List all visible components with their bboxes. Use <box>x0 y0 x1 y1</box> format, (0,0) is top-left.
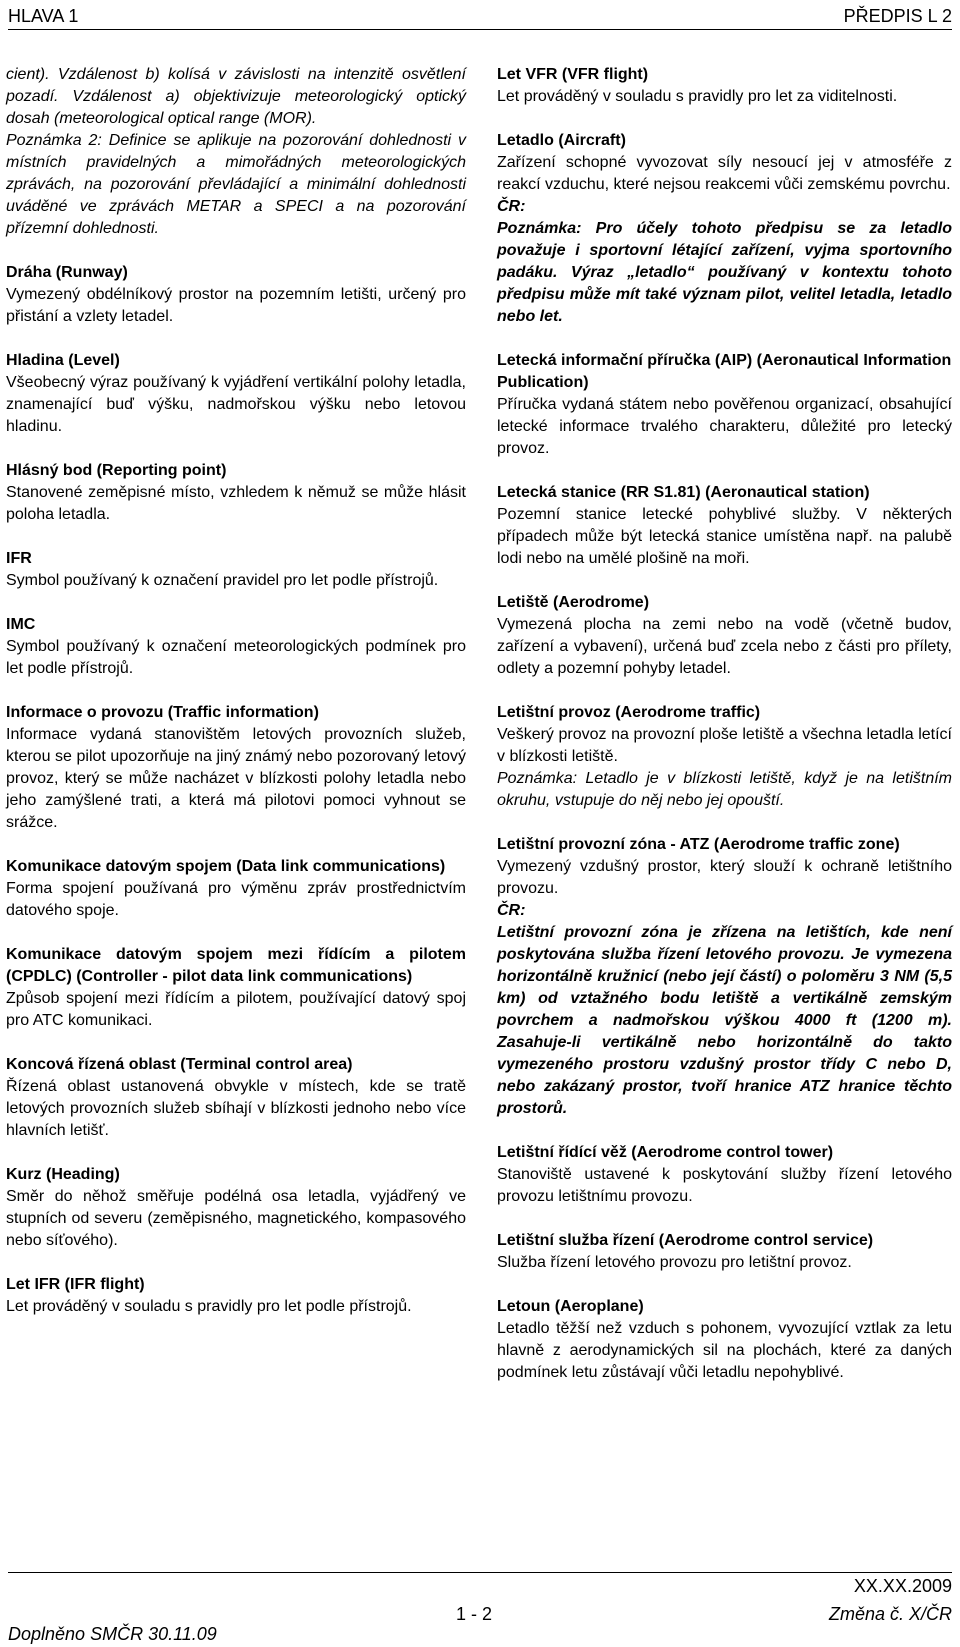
definition-term: IFR <box>6 550 32 567</box>
definition-text: Symbol používaný k označení meteorologických podmínek pro let podle přístrojů. <box>6 638 466 677</box>
definition-aeronautical-station <box>497 482 952 570</box>
definition-term: IMC <box>6 616 36 633</box>
regulation-label: PŘEDPIS L 2 <box>843 6 952 26</box>
definition-term: Dráha (Runway) <box>6 264 128 281</box>
definition-control-tower <box>497 1142 952 1208</box>
definition-text: Řízená oblast ustanovená obvykle v místech, kde se tratě letových provozních služeb sbíhají v blízkosti jednoho nebo více hlavních letišť. <box>6 1078 466 1139</box>
cr-label: ČR: <box>497 902 526 919</box>
definition-text: Zařízení schopné vyvozovat síly nesoucí jej v atmosféře z reakcí vzduchu, které nejsou reakcemi vůči zemskému povrchu. <box>497 154 952 193</box>
definition-data-link <box>6 856 466 922</box>
left-column <box>6 64 466 1340</box>
definition-term: Kurz (Heading) <box>6 1166 120 1183</box>
definition-text: Způsob spojení mezi řídícím a pilotem, používající datový spoj pro ATC komunikaci. <box>6 990 466 1029</box>
definition-text: Vymezený obdélníkový prostor na pozemním letišti, určený pro přistání a vzlety letadel. <box>6 286 466 325</box>
definition-term: Letecká stanice (RR S1.81) (Aeronautical station) <box>497 484 870 501</box>
definition-note: Poznámka: Letadlo je v blízkosti letiště, když je na letištním okruhu, vstupuje do něj nebo jej opouští. <box>497 770 952 809</box>
definition-term: Informace o provozu (Traffic information) <box>6 704 319 721</box>
footer-date: XX.XX.2009 <box>853 1576 952 1596</box>
page-header <box>8 0 952 30</box>
cr-note: Letištní provozní zóna je zřízena na letištích, kde není poskytována služba řízení letového provozu. Je vymezena horizontálně kružnicí (nebo její částí) o poloměru 3 NM (5,5 km) od vztažného bodu letiště a vertikálně zemským povrchem a nadmořskou výškou 4000 ft (1200 m). Zasahuje-li vertikálně nebo horizontálně do takto vymezeného prostoru vzdušný prostor třídy C nebo D, nebo zakázaný prostor, tvoří hranice ATZ hranice těchto prostorů. <box>497 924 952 1117</box>
definition-term: Letištní provoz (Aerodrome traffic) <box>497 704 761 721</box>
chapter-label: HLAVA 1 <box>8 6 79 26</box>
definition-text: Služba řízení letového provozu pro letištní provoz. <box>497 1254 852 1271</box>
definition-text: Informace vydaná stanovištěm letových provozních služeb, kterou se pilot upozorňuje na jiný známý nebo pozorovaný letový provoz, který se může nacházet v blízkosti polohy letadla nebo jeho zamýšlené trati, a která má pilotovi pomoci vyhnout se srážce. <box>6 726 466 831</box>
definition-text: Let prováděný v souladu s pravidly pro let za viditelnosti. <box>497 88 898 105</box>
definition-imc <box>6 614 466 680</box>
definition-ifr <box>6 548 466 592</box>
definition-term: Letištní řídící věž (Aerodrome control tower) <box>497 1144 834 1161</box>
continuation-text: cient). Vzdálenost b) kolísá v závislosti na intenzitě osvětlení pozadí. Vzdálenost a) objektivizuje meteorologický optický dosah (meteorological optical range (MOR). <box>6 66 466 127</box>
definition-text: Let prováděný v souladu s pravidly pro let podle přístrojů. <box>6 1298 412 1315</box>
cr-label: ČR: <box>497 198 526 215</box>
definition-term: Letadlo (Aircraft) <box>497 132 626 149</box>
definition-term: Hladina (Level) <box>6 352 120 369</box>
definition-ifr-flight <box>6 1274 466 1318</box>
definition-term: Koncová řízená oblast (Terminal control area) <box>6 1056 353 1073</box>
definition-text: Stanovené zeměpisné místo, vzhledem k němuž se může hlásit poloha letadla. <box>6 484 466 523</box>
definition-aircraft <box>497 130 952 328</box>
definition-text: Příručka vydaná státem nebo pověřenou organizací, obsahující letecké informace trvalého charakteru, důležité pro letecký provoz. <box>497 396 952 457</box>
definition-text: Vymezený vzdušný prostor, který slouží k ochraně letištního provozu. <box>497 858 952 897</box>
definition-text: Všeobecný výraz používaný k vyjádření vertikální polohy letadla, znamenající buď výšku, nadmořskou výšku nebo letovou hladinu. <box>6 374 466 435</box>
definition-text: Vymezená plocha na zemi nebo na vodě (včetně budov, zařízení a vybavení), určená buď zcela nebo z části pro přílety, odlety a pozemní pohyby letadel. <box>497 616 952 677</box>
definition-level <box>6 350 466 438</box>
definition-term: Letištní služba řízení (Aerodrome control service) <box>497 1232 874 1249</box>
change-label: Změna č. X/ČR <box>828 1604 952 1624</box>
definition-text: Symbol používaný k označení pravidel pro let podle přístrojů. <box>6 572 439 589</box>
definition-heading <box>6 1164 466 1252</box>
definition-aerodrome-control-service <box>497 1230 952 1274</box>
definition-text: Pozemní stanice letecké pohyblivé služby. V některých případech může být letecká stanice umístěna např. na palubě lodi nebo na umělé plošině na moři. <box>497 506 952 567</box>
definition-text: Forma spojení používaná pro výměnu zpráv prostřednictvím datového spoje. <box>6 880 466 919</box>
definition-traffic-information <box>6 702 466 834</box>
definition-cpdlc <box>6 944 466 1032</box>
definition-text: Veškerý provoz na provozní ploše letiště a všechna letadla letící v blízkosti letiště. <box>497 726 952 765</box>
definition-reporting-point <box>6 460 466 526</box>
definition-term: Komunikace datovým spojem mezi řídícím a pilotem (CPDLC) (Controller - pilot data link communications) <box>6 946 466 985</box>
definition-term: Letiště (Aerodrome) <box>497 594 650 611</box>
definition-text: Letadlo těžší než vzduch s pohonem, vyvozující vztlak za letu hlavně z aerodynamických sil na plochách, které za daných podmínek letu zůstávají vůči letadlu nepohyblivé. <box>497 1320 952 1381</box>
right-column <box>497 64 952 1406</box>
note-2-text: Poznámka 2: Definice se aplikuje na pozorování dohlednosti v místních pravidelných a mimořádných meteorologických zprávách, na pozorování převládající a minimální dohlednosti uváděné ve zprávách METAR a SPECI a na pozorování přízemní dohlednosti. <box>6 132 466 237</box>
definition-aerodrome <box>497 592 952 680</box>
definition-term: Letecká informační příručka (AIP) (Aeronautical Information Publication) <box>497 352 952 391</box>
definition-aeroplane <box>497 1296 952 1384</box>
page-footer <box>8 1572 952 1642</box>
definition-text: Směr do něhož směřuje podélná osa letadla, vyjádřený ve stupních od severu (zeměpisného, magnetického, kompasového nebo síťového). <box>6 1188 466 1249</box>
definition-term: Komunikace datovým spojem (Data link communications) <box>6 858 446 875</box>
definition-term: Let VFR (VFR flight) <box>497 66 649 83</box>
definition-term: Hlásný bod (Reporting point) <box>6 462 227 479</box>
definition-runway <box>6 262 466 328</box>
definition-term: Let IFR (IFR flight) <box>6 1276 145 1293</box>
continuation-paragraph <box>6 64 466 240</box>
cr-note: Poznámka: Pro účely tohoto předpisu se za letadlo považuje i sportovní létající zařízení, vyjma sportovního padáku. Výraz „letadlo“ používaný v kontextu tohoto předpisu může mít také význam pilot, velitel letadla, letadlo nebo let. <box>497 220 952 325</box>
definition-term: Letištní provozní zóna - ATZ (Aerodrome traffic zone) <box>497 836 900 853</box>
added-note: Doplněno SMČR 30.11.09 <box>8 1624 217 1644</box>
definition-aerodrome-traffic <box>497 702 952 812</box>
definition-term: Letoun (Aeroplane) <box>497 1298 644 1315</box>
definition-atz <box>497 834 952 1120</box>
definition-vfr-flight <box>497 64 952 108</box>
page-number: 1 - 2 <box>456 1604 493 1624</box>
definition-terminal-control-area <box>6 1054 466 1142</box>
definition-text: Stanoviště ustavené k poskytování služby řízení letového provozu letištnímu provozu. <box>497 1166 952 1205</box>
definition-aip <box>497 350 952 460</box>
